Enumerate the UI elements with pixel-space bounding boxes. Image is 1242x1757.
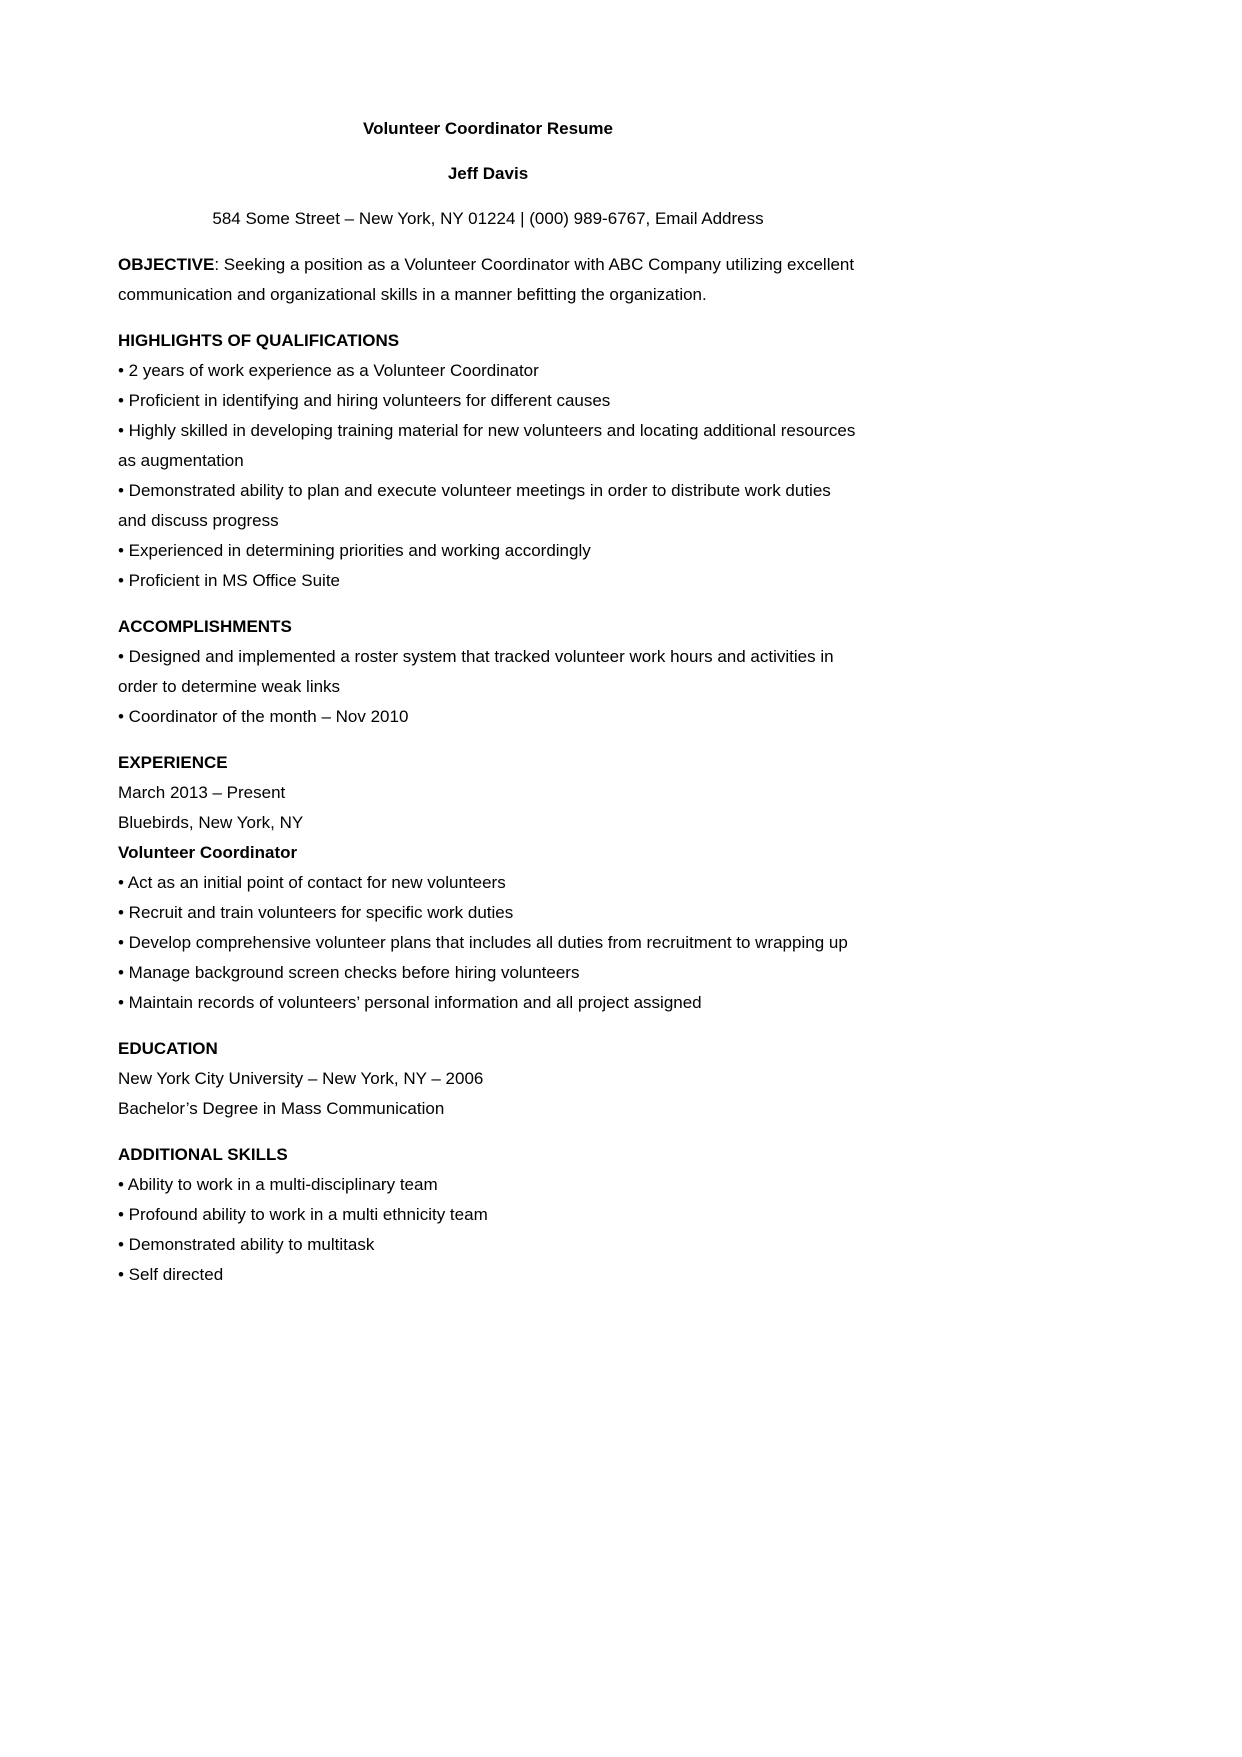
education-section bbox=[118, 1034, 858, 1124]
list-item: • Highly skilled in developing training material for new volunteers and locating additional resources as augmentation bbox=[118, 421, 856, 470]
education-heading: EDUCATION bbox=[118, 1039, 218, 1058]
list-item: • Act as an initial point of contact for new volunteers bbox=[118, 873, 506, 892]
accomplishments-heading: ACCOMPLISHMENTS bbox=[118, 617, 292, 636]
list-item: • 2 years of work experience as a Volunteer Coordinator bbox=[118, 361, 539, 380]
list-item: • Designed and implemented a roster system that tracked volunteer work hours and activities in order to determine weak links bbox=[118, 647, 834, 696]
highlights-heading: HIGHLIGHTS OF QUALIFICATIONS bbox=[118, 331, 400, 350]
list-item: • Manage background screen checks before hiring volunteers bbox=[118, 963, 580, 982]
document-title: Volunteer Coordinator Resume bbox=[363, 119, 613, 138]
resume-content bbox=[118, 114, 858, 1306]
list-item: • Self directed bbox=[118, 1265, 224, 1284]
list-item: • Proficient in identifying and hiring volunteers for different causes bbox=[118, 391, 611, 410]
list-item: • Profound ability to work in a multi ethnicity team bbox=[118, 1205, 488, 1224]
additional-skills-list bbox=[118, 1170, 858, 1290]
contact-info: 584 Some Street – New York, NY 01224 | (000) 989-6767, Email Address bbox=[212, 209, 764, 228]
education-school: New York City University – New York, NY – 2006 bbox=[118, 1069, 484, 1088]
list-item: • Recruit and train volunteers for specific work duties bbox=[118, 903, 514, 922]
accomplishments-list bbox=[118, 642, 858, 732]
objective-section bbox=[118, 250, 858, 310]
experience-section bbox=[118, 748, 858, 1018]
objective-text: : Seeking a position as a Volunteer Coordinator with ABC Company utilizing excellent communication and organizational skills in a manner befitting the organization. bbox=[118, 255, 855, 304]
experience-duties-list bbox=[118, 868, 858, 1018]
education-degree: Bachelor’s Degree in Mass Communication bbox=[118, 1099, 445, 1118]
list-item: • Demonstrated ability to plan and execute volunteer meetings in order to distribute work duties and discuss progress bbox=[118, 481, 831, 530]
highlights-section bbox=[118, 326, 858, 596]
list-item: • Maintain records of volunteers’ personal information and all project assigned bbox=[118, 993, 702, 1012]
objective-label: OBJECTIVE bbox=[118, 255, 215, 274]
experience-employer: Bluebirds, New York, NY bbox=[118, 813, 304, 832]
list-item: • Proficient in MS Office Suite bbox=[118, 571, 341, 590]
highlights-list bbox=[118, 356, 858, 596]
accomplishments-section bbox=[118, 612, 858, 732]
experience-dates: March 2013 – Present bbox=[118, 783, 286, 802]
applicant-name: Jeff Davis bbox=[447, 164, 529, 183]
list-item: • Experienced in determining priorities and working accordingly bbox=[118, 541, 591, 560]
additional-skills-heading: ADDITIONAL SKILLS bbox=[118, 1145, 288, 1164]
list-item: • Demonstrated ability to multitask bbox=[118, 1235, 375, 1254]
additional-skills-section bbox=[118, 1140, 858, 1290]
objective-paragraph bbox=[118, 250, 858, 310]
list-item: • Ability to work in a multi-disciplinary team bbox=[118, 1175, 438, 1194]
list-item: • Develop comprehensive volunteer plans that includes all duties from recruitment to wrapping up bbox=[118, 933, 848, 952]
experience-heading: EXPERIENCE bbox=[118, 753, 228, 772]
experience-job-title: Volunteer Coordinator bbox=[118, 843, 298, 862]
list-item: • Coordinator of the month – Nov 2010 bbox=[118, 707, 409, 726]
